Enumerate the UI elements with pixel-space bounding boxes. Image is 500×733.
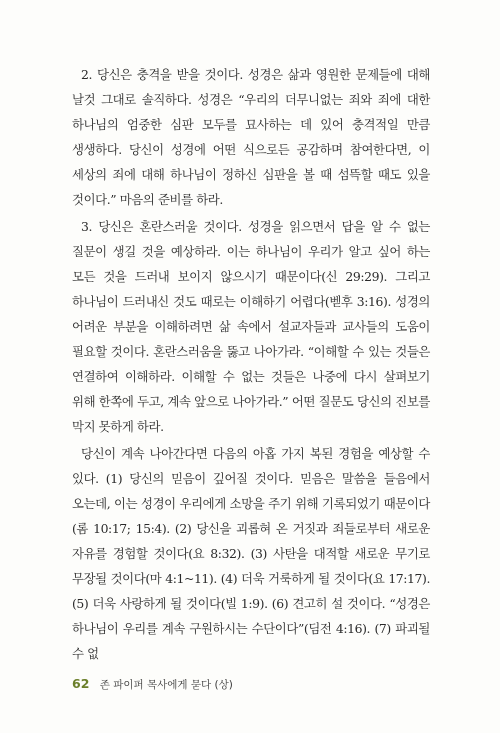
page-number: 62 [72,676,90,691]
paragraph-2-shock: 2. 당신은 충격을 받을 것이다. 성경은 삶과 영원한 문제들에 대해 날것 그대로 솔직하다. 성경은 “우리의 더무니없는 죄와 죄에 대한 하나님의 엄중한 심판 모두를 묘사하는 데 있어 충격적일 만큼 생생하다. 당신이 성경에 어떤 식으로든 공감하며 참여한다면, 이 세상의 죄에 대해 하나님이 정하신 심판을 볼 때 섬뜩할 때도 있을 것이다.” 마음의 준비를 하라. [72,67,430,207]
page-footer [72,676,233,692]
running-title: 존 파이퍼 목사에게 묻다 (상) [99,679,233,691]
paragraph-nine-experiences: 당신이 계속 나아간다면 다음의 아홉 가지 복된 경험을 예상할 수 있다. (1) 당신의 믿음이 깊어질 것이다. 믿음은 말씀을 들음에서 오는데, 이는 성경이 우리에게 소망을 주기 위해 기록되었기 때문이다(롬 10:17; 15:4). (2) 당신을 괴롭혀 온 거짓과 죄들로부터 새로운 자유를 경험할 것이다(요 8:32). (3) 사탄을 대적할 새로운 무기로 무장될 것이다(마 4:1~11). (4) 더욱 거룩하게 될 것이다(요 17:17). (5) 더욱 사랑하게 될 것이다(빌 1:9). (6) 견고히 설 것이다. “성경은 하나님이 우리를 계속 구원하시는 수단이다”(딤전 4:16). (7) 파괴될 수 없 [72,446,430,661]
body-text [72,62,430,666]
paragraph-3-confusion: 3. 당신은 혼란스러울 것이다. 성경을 읽으면서 답을 알 수 없는 질문이 생길 것을 예상하라. 이는 하나님이 우리가 알고 싶어 하는 모든 것을 드러내 보이지 않으시기 때문이다(신 29:29). 그리고 하나님이 드러내신 것도 때로는 이해하기 어렵다(벧후 3:16). 성경의 어려운 부분을 이해하려면 삶 속에서 설교자들과 교사들의 도움이 필요할 것이다. 혼란스러움을 뚫고 나아가라. “이해할 수 있는 것들은 연결하여 이해하라. 이해할 수 없는 것들은 나중에 다시 살펴보기 위해 한쪽에 두고, 계속 앞으로 나아가라.” 어떤 질문도 당신의 진보를 막지 못하게 하라. [72,219,430,434]
